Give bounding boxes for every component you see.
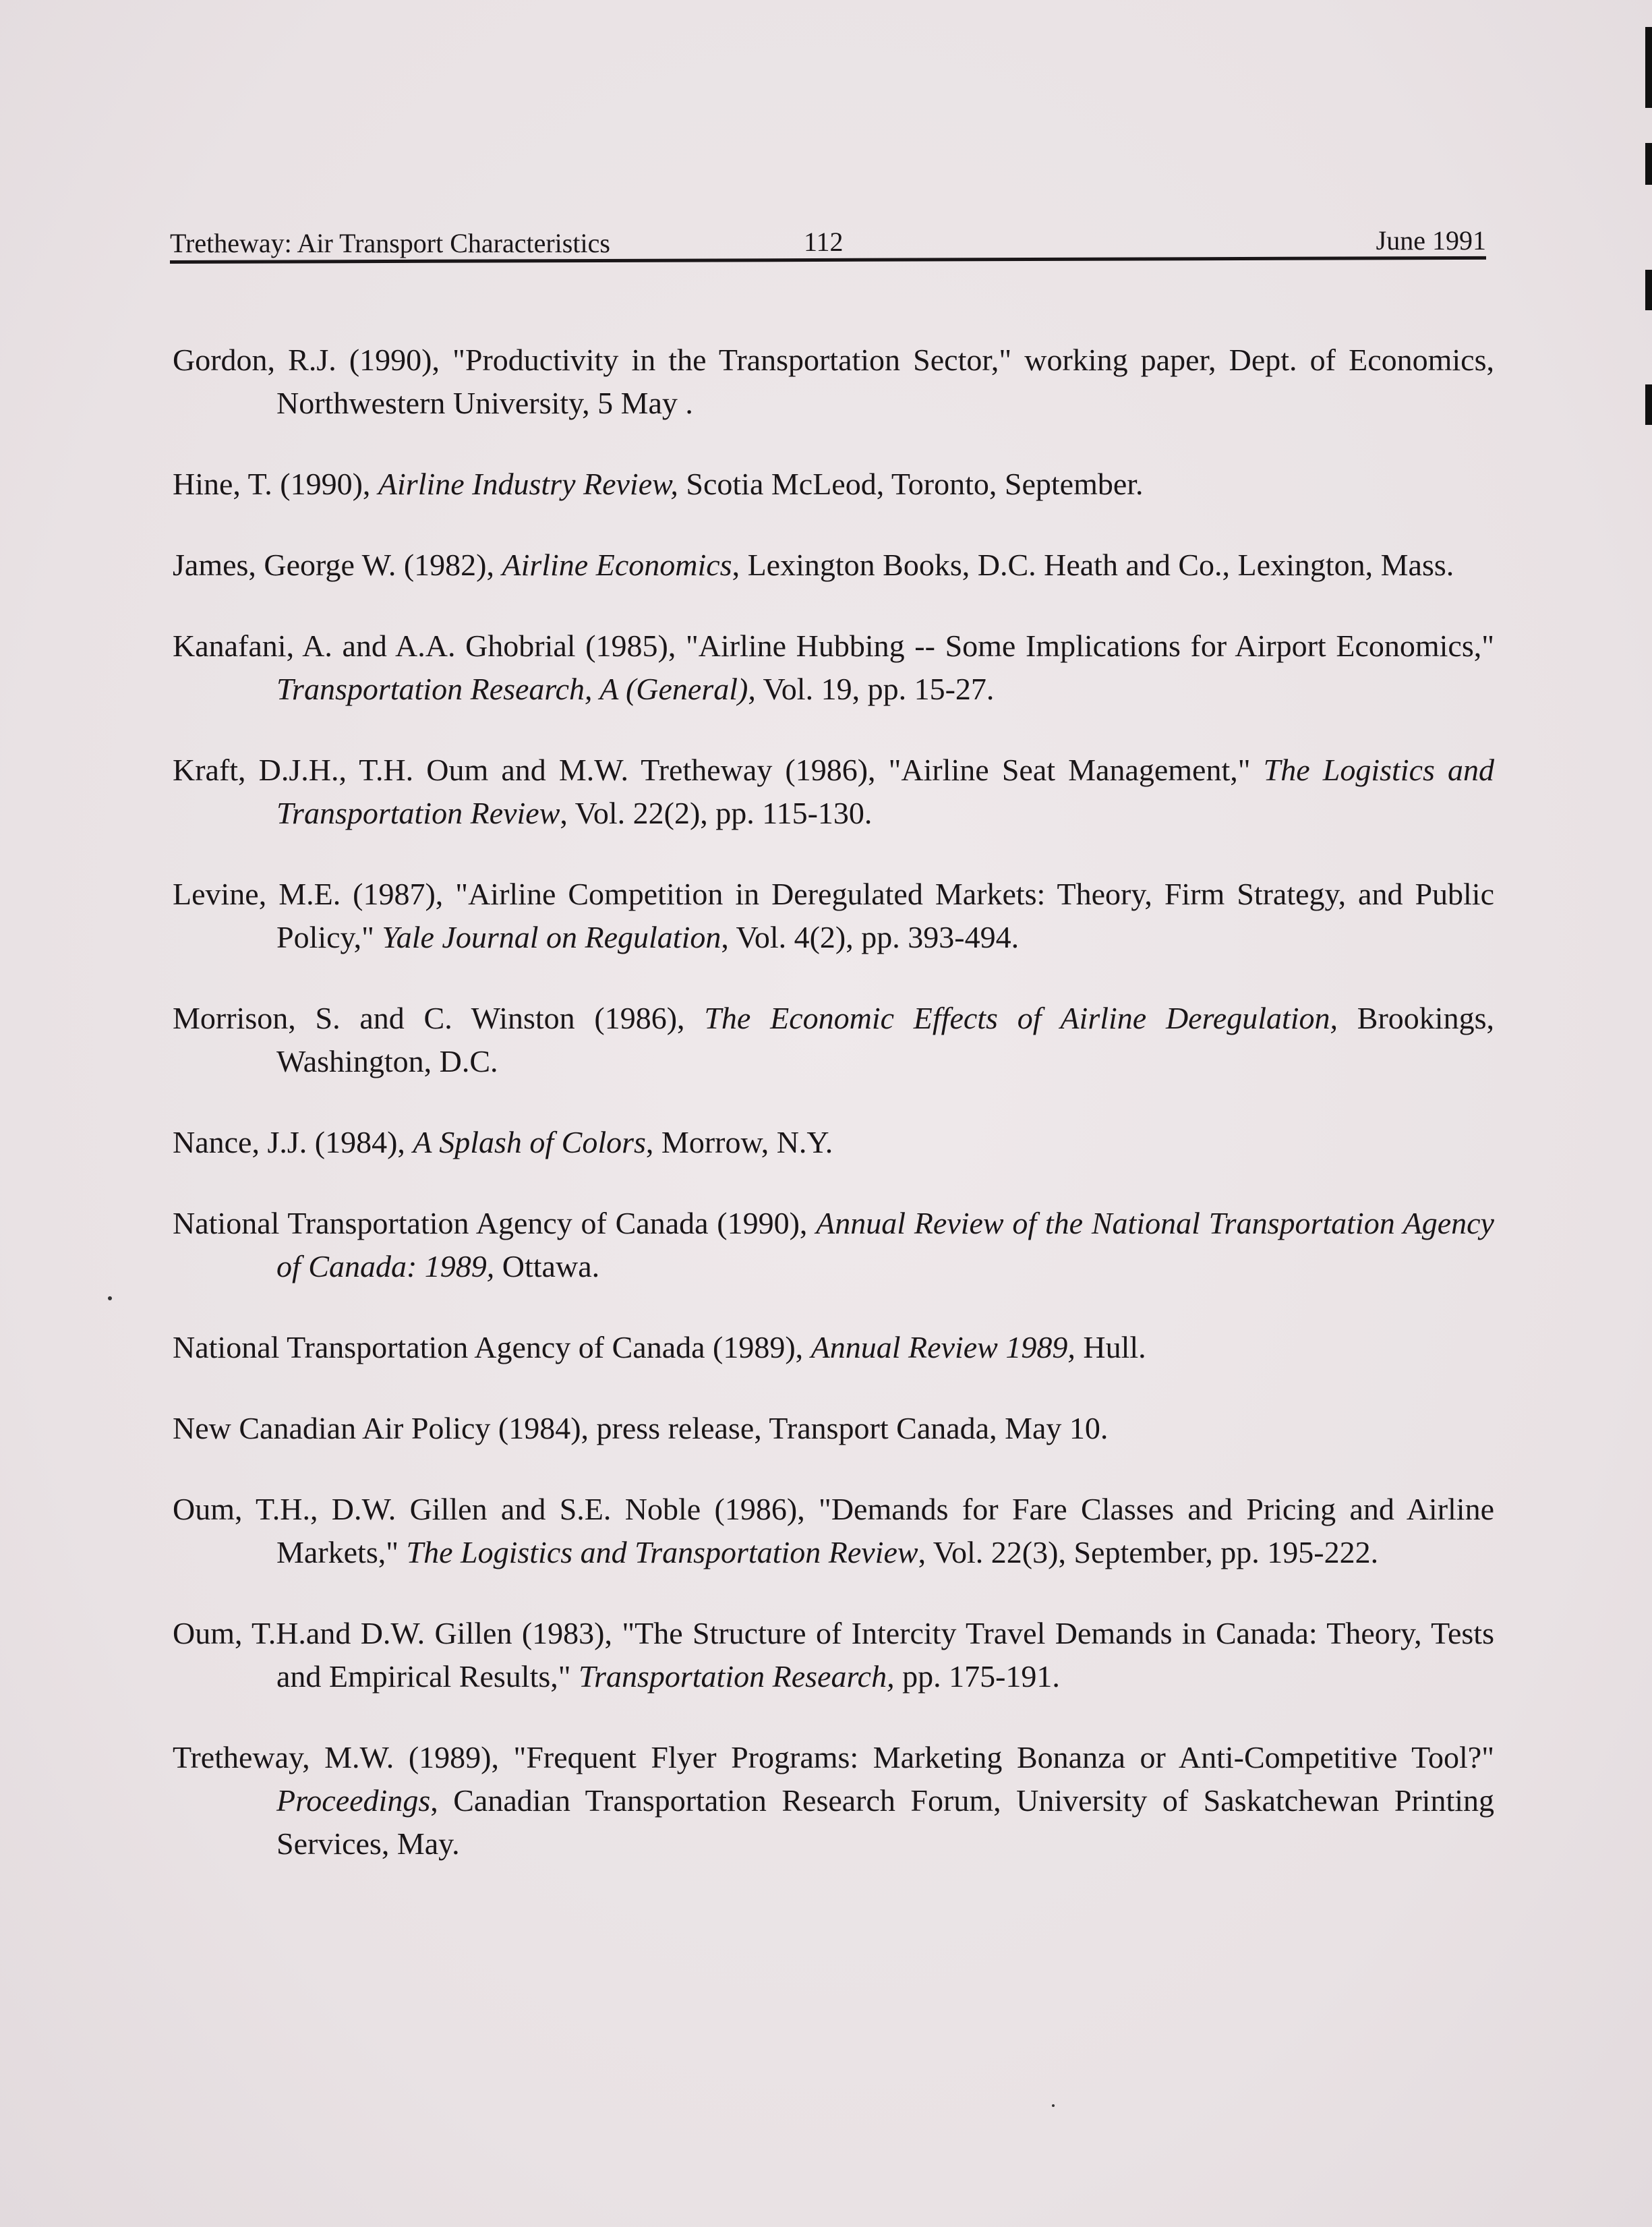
reference-text: , Morrow, N.Y. bbox=[645, 1125, 833, 1159]
scan-edge-mark bbox=[1645, 384, 1652, 425]
reference-entry bbox=[173, 625, 1494, 711]
reference-text: Levine, M.E. (1987), "Airline Competition in Deregulated Markets: Theory, Firm Strategy, and Public Policy," bbox=[173, 877, 1494, 954]
reference-text: Gordon, R.J. (1990), "Productivity in the Transportation Sector," working paper, Dept. of Economics, Northwestern University, 5 May . bbox=[173, 343, 1494, 420]
reference-text: Scotia McLeod, Toronto, September. bbox=[678, 467, 1144, 501]
reference-entry bbox=[173, 873, 1494, 959]
reference-text: Hull. bbox=[1075, 1330, 1146, 1364]
reference-entry bbox=[173, 1488, 1494, 1574]
reference-title: Annual Review 1989, bbox=[810, 1330, 1075, 1364]
speck bbox=[108, 1296, 112, 1300]
reference-title: Transportation Research, bbox=[579, 1659, 895, 1694]
reference-text: , Canadian Transportation Research Forum, University of Saskatchewan Printing Services, May. bbox=[276, 1783, 1494, 1861]
page-number: 112 bbox=[804, 227, 844, 257]
reference-entry bbox=[173, 1736, 1494, 1866]
reference-title: Airline Economics bbox=[502, 548, 732, 582]
reference-entry bbox=[173, 1121, 1494, 1164]
reference-text: Oum, T.H.and D.W. Gillen (1983), "The Structure of Intercity Travel Demands in Canada: Theory, Tests and Empirical Results," bbox=[173, 1616, 1494, 1694]
reference-text: National Transportation Agency of Canada (1989), bbox=[173, 1330, 811, 1364]
reference-text: James, George W. (1982), bbox=[173, 548, 502, 582]
reference-entry bbox=[173, 1407, 1494, 1450]
reference-title: The Logistics and Transportation Review bbox=[276, 753, 1494, 830]
reference-entry bbox=[173, 749, 1494, 835]
reference-text: Oum, T.H., D.W. Gillen and S.E. Noble (1986), "Demands for Fare Classes and Pricing and Airline Markets," bbox=[173, 1492, 1494, 1569]
reference-text: Kanafani, A. and A.A. Ghobrial (1985), "Airline Hubbing -- Some Implications for Airport Economics," bbox=[173, 629, 1494, 663]
reference-title: A Splash of Colors bbox=[413, 1125, 646, 1159]
reference-text: Hine, T. (1990), bbox=[173, 467, 378, 501]
speck bbox=[1052, 2104, 1055, 2107]
scan-edge-mark bbox=[1645, 143, 1652, 185]
reference-text: , Vol. 4(2), pp. 393-494. bbox=[721, 920, 1020, 954]
reference-entry bbox=[173, 1612, 1494, 1698]
reference-text: Morrison, S. and C. Winston (1986), bbox=[173, 1001, 705, 1035]
reference-text: Nance, J.J. (1984), bbox=[173, 1125, 413, 1159]
reference-entry bbox=[173, 463, 1494, 506]
scan-edge-mark bbox=[1645, 27, 1652, 108]
reference-title: Proceedings bbox=[276, 1783, 431, 1818]
reference-entry bbox=[173, 1202, 1494, 1288]
reference-text: pp. 175-191. bbox=[894, 1659, 1060, 1694]
header-date: June 1991 bbox=[1376, 225, 1486, 256]
reference-entry bbox=[173, 1326, 1494, 1369]
reference-text: National Transportation Agency of Canada (1990), bbox=[173, 1206, 817, 1240]
reference-text: New Canadian Air Policy (1984), press release, Transport Canada, May 10. bbox=[173, 1411, 1109, 1445]
reference-text: , Vol. 22(3), September, pp. 195-222. bbox=[918, 1535, 1379, 1569]
reference-list bbox=[173, 339, 1494, 1903]
header-title: Tretheway: Air Transport Characteristics bbox=[170, 228, 610, 258]
reference-title: Yale Journal on Regulation bbox=[382, 920, 721, 954]
reference-text: Ottawa. bbox=[494, 1249, 600, 1283]
reference-text: Vol. 19, pp. 15-27. bbox=[755, 672, 995, 706]
reference-title: The Economic Effects of Airline Deregulation, bbox=[704, 1001, 1338, 1035]
reference-title: The Logistics and Transportation Review bbox=[406, 1535, 918, 1569]
reference-text: Tretheway, M.W. (1989), "Frequent Flyer Programs: Marketing Bonanza or Anti-Competitive Tool?" bbox=[173, 1740, 1494, 1774]
reference-entry bbox=[173, 544, 1494, 587]
reference-text: , Vol. 22(2), pp. 115-130. bbox=[560, 796, 873, 830]
reference-title: Transportation Research, A (General), bbox=[276, 672, 756, 706]
reference-entry bbox=[173, 997, 1494, 1083]
reference-text: , Lexington Books, D.C. Heath and Co., Lexington, Mass. bbox=[732, 548, 1454, 582]
reference-entry bbox=[173, 339, 1494, 425]
scan-edge-mark bbox=[1645, 270, 1652, 310]
reference-text: Brookings, Washington, D.C. bbox=[276, 1001, 1494, 1078]
reference-title: Airline Industry Review, bbox=[378, 467, 678, 501]
reference-text: Kraft, D.J.H., T.H. Oum and M.W. Tretheway (1986), "Airline Seat Management," bbox=[173, 753, 1264, 787]
reference-title: Annual Review of the National Transportation Agency of Canada: 1989, bbox=[276, 1206, 1494, 1283]
